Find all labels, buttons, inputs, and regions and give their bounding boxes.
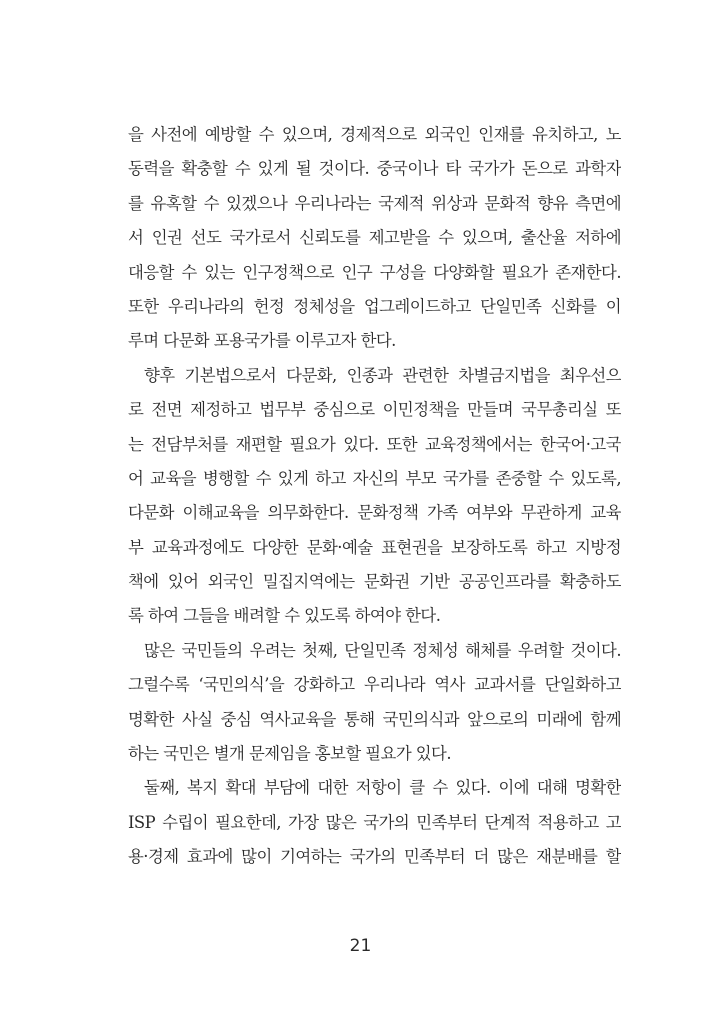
text-line: 어 교육을 병행할 수 있게 하고 자신의 부모 국가를 존중할 수 있도록, <box>128 468 621 488</box>
text-line: 로 전면 제정하고 법무부 중심으로 이민정책을 만들며 국무총리실 또 <box>128 400 621 420</box>
page-number: 21 <box>349 936 372 956</box>
text-line: 책에 있어 외국인 밀집지역에는 문화권 기반 공공인프라를 확충하도 <box>128 572 621 592</box>
text-line: 용·경제 효과에 많이 기여하는 국가의 민족부터 더 많은 재분배를 할 <box>128 847 621 867</box>
text-line: 록 하여 그들을 배려할 수 있도록 하여야 한다. <box>128 606 441 626</box>
text-line: 동력을 확충할 수 있게 될 것이다. 중국이나 타 국가가 돈으로 과학자 <box>128 159 621 179</box>
body-text <box>128 118 621 875</box>
text-line: 그럴수록 ‘국민의식’을 강화하고 우리나라 역사 교과서를 단일화하고 <box>128 675 621 695</box>
text-line: 향후 기본법으로서 다문화, 인종과 관련한 차별금지법을 최우선으 <box>144 365 621 385</box>
text-line: 다문화 이해교육을 의무화한다. 문화정책 가족 여부와 무관하게 교육 <box>128 503 621 523</box>
text-line: 을 사전에 예방할 수 있으며, 경제적으로 외국인 인재를 유치하고, 노 <box>128 125 621 144</box>
text-line: 하는 국민은 별개 문제임을 홍보할 필요가 있다. <box>128 744 452 764</box>
text-line: 명확한 사실 중심 역사교육을 통해 국민의식과 앞으로의 미래에 함께 <box>128 709 621 729</box>
text-line: 는 전담부처를 재편할 필요가 있다. 또한 교육정책에서는 한국어·고국 <box>128 434 621 454</box>
text-line: 를 유혹할 수 있겠으나 우리나라는 국제적 위상과 문화적 향유 측면에 <box>128 193 621 213</box>
text-line: 부 교육과정에도 다양한 문화·예술 표현권을 보장하도록 하고 지방정 <box>128 537 621 557</box>
text-line: 서 인권 선도 국가로서 신뢰도를 제고받을 수 있으며, 출산율 저하에 <box>128 228 621 248</box>
text-line: 루며 다문화 포용국가를 이루고자 한다. <box>128 331 396 351</box>
text-line: 많은 국민들의 우려는 첫째, 단일민족 정체성 해체를 우려할 것이다. <box>144 640 621 660</box>
text-line: 대응할 수 있는 인구정책으로 인구 구성을 다양화할 필요가 존재한다. <box>128 262 621 282</box>
text-line: 또한 우리나라의 헌정 정체성을 업그레이드하고 단일민족 신화를 이 <box>128 296 621 316</box>
text-line: 둘째, 복지 확대 부담에 대한 저항이 클 수 있다. 이에 대해 명확한 <box>144 778 621 798</box>
text-line: ISP 수립이 필요한데, 가장 많은 국가의 민족부터 단계적 적용하고 고 <box>128 812 621 832</box>
